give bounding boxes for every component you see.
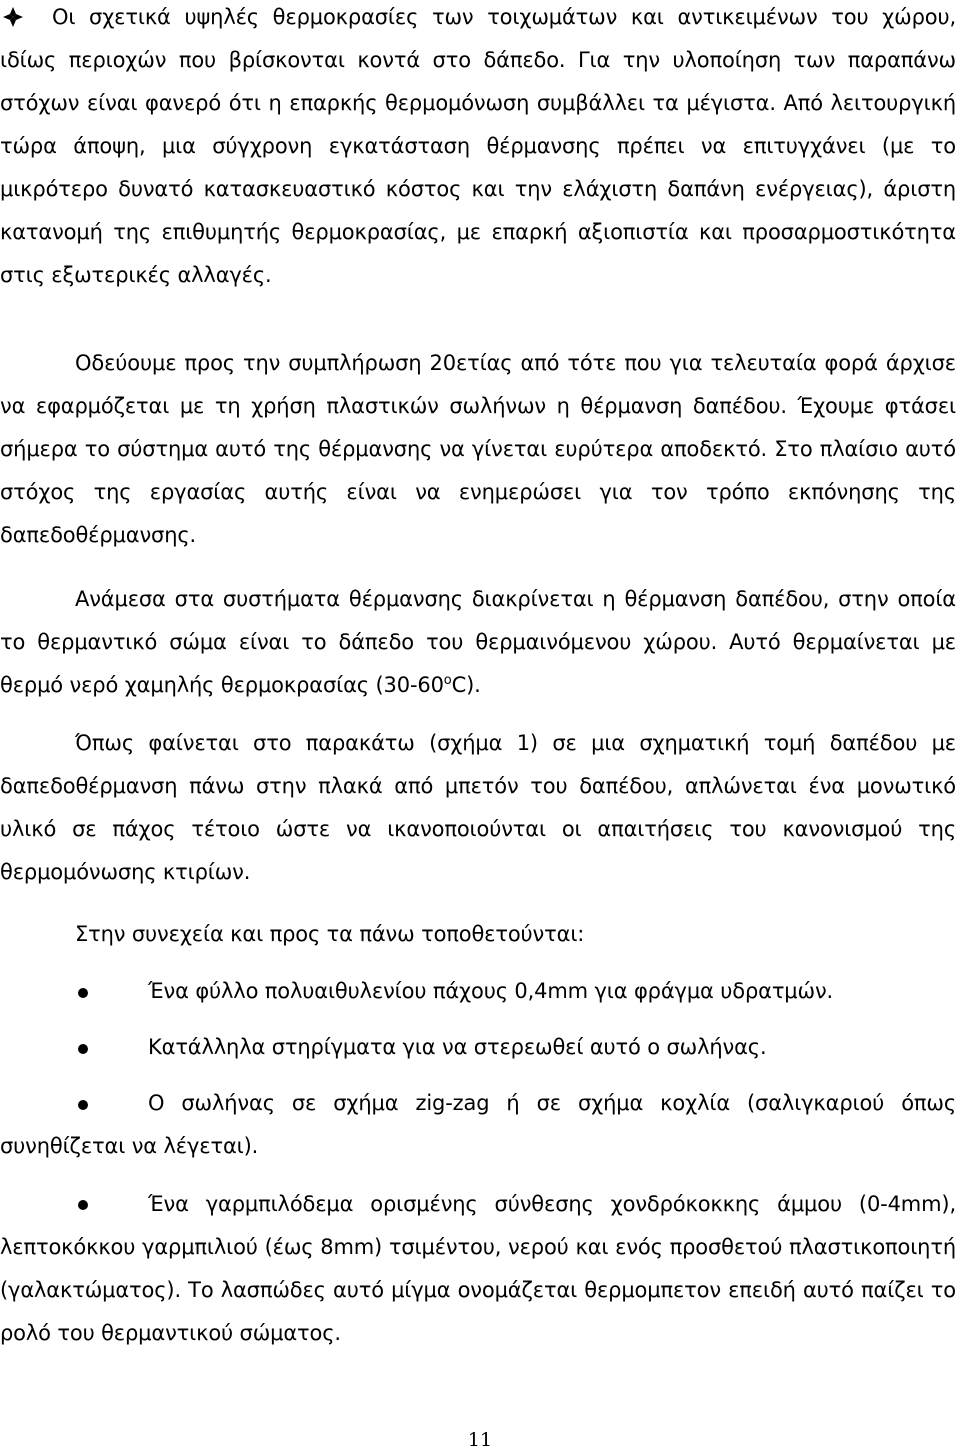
paragraph-cross-section: Όπως φαίνεται στο παρακάτω (σχήμα 1) σε μια σχηματική τομή δαπέδου με δαπεδοθέρμανση πάνω στην πλακά από μπετόν του δαπέδου, απλώνεται ένα μονωτικό υλικό σε πάχος τέτοιο ώστε να ικανοποιούνται οι απαιτήσεις του κανονισμού της θερμομόνωσης κτιρίων. (0, 731, 956, 884)
paragraph-floor-heating-tail: C). (451, 673, 481, 697)
intro-paragraph: ιδίως περιοχών που βρίσκονται κοντά στο δάπεδο. Για την υλοποίηση των παραπάνω στόχων είναι φανερό ότι η επαρκής θερμομόνωση συμβάλλει τα μέγιστα. Από λειτουργική τώρα άποψη, μια σύγχρονη εγκατάσταση θέρμανσης πρέπει να επιτυγχάνει (με το μικρότερο δυνατό κατασκευαστικό κόστος και την ελάχιστη δαπάνη ενέργειας), άριστη κατανομή της επιθυμητής θερμοκρασίας, με επαρκή αξιοπιστία και προσαρμοστικότητα στις εξωτερικές αλλαγές. (0, 48, 956, 287)
list-item: Ένα φύλλο πολυαιθυλενίου πάχους 0,4mm για φράγμα υδρατμών. (148, 979, 834, 1003)
degree-superscript: o (443, 673, 452, 688)
intro-first-line: Οι σχετικά υψηλές θερμοκρασίες των τοιχωμάτων και αντικειμένων του χώρου, (52, 5, 956, 29)
list-item: Κατάλληλα στηρίγματα για να στερεωθεί αυτό ο σωλήνας. (148, 1035, 767, 1059)
list-item: Ένα γαρμπιλόδεμα ορισμένης σύνθεσης χονδρόκοκκης άμμου (0-4mm), λεπτοκόκκου γαρμπιλιού (έως 8mm) τσιμέντου, νερού και ενός προσθετού πλαστικοποιητή (γαλακτώματος). Το λασπώδες αυτό μίγμα ονομάζεται θερμομπετον επειδή αυτό παίζει το ρολό του θερμαντικού σώματος. (0, 1192, 956, 1345)
list-item: Ο σωλήνας σε σχήμα zig-zag ή σε σχήμα κοχλία (σαλιγκαριού όπως συνηθίζεται να λέγεται). (0, 1091, 956, 1158)
page-number: 11 (467, 1429, 493, 1451)
paragraph-floor-heating (0, 578, 956, 707)
list-intro: Στην συνεχεία και προς τα πάνω τοποθετούνται: (75, 922, 585, 946)
paragraph-floor-heating-text: Ανάμεσα στα συστήματα θέρμανσης διακρίνεται η θέρμανση δαπέδου, στην οποία το θερμαντικό σώμα είναι το δάπεδο του θερμαινόμενου χώρου. Αυτό θερμαίνεται με θερμό νερό χαμηλής θερμοκρασίας (30-60 (0, 587, 956, 697)
paragraph-twenty-years: Οδεύουμε προς την συμπλήρωση 20ετίας από τότε που για τελευταία φορά άρχισε να εφαρμόζεται με τη χρήση πλαστικών σωλήνων η θέρμανση δαπέδου. Έχουμε φτάσει σήμερα το σύστημα αυτό της θέρμανσης να γίνεται ευρύτερα αποδεκτό. Στο πλαίσιο αυτό στόχος της εργασίας αυτής είναι να ενημερώσει για τον τρόπο εκπόνησης της δαπεδοθέρμανσης. (0, 351, 956, 547)
